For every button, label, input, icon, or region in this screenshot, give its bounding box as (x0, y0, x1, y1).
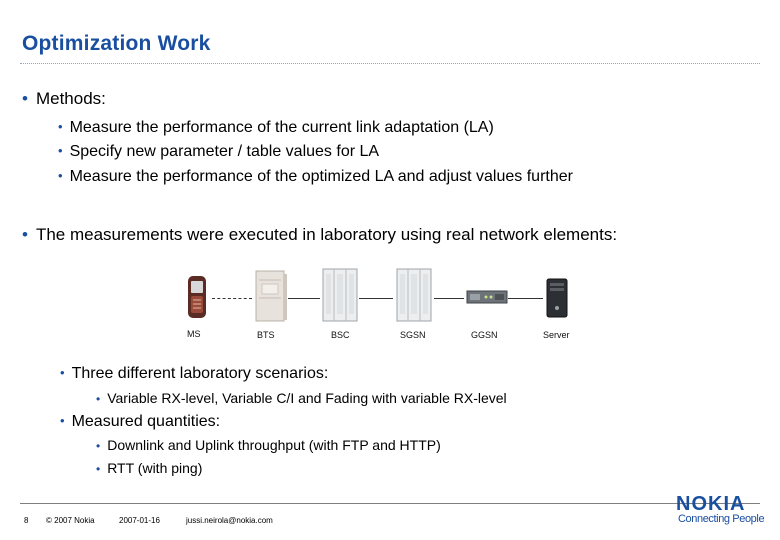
method-item-text: Measure the performance of the current link adaptation (LA) (69, 119, 494, 136)
page-title: Optimization Work (22, 32, 211, 55)
network-label-bsc: BSC (331, 330, 350, 340)
bullet-icon: • (60, 365, 65, 380)
bullet-icon: • (22, 225, 28, 244)
quantity-item-text: RTT (with ping) (107, 460, 203, 476)
link-bts-bsc (288, 298, 320, 299)
mobile-phone-icon (185, 275, 209, 319)
logo-wordmark: NOKIA (676, 493, 746, 515)
bullet-icon: • (96, 439, 101, 453)
scenarios-bullet (60, 365, 328, 383)
bullet-icon: • (58, 119, 63, 134)
radio-link (212, 298, 252, 299)
network-label-bts: BTS (257, 330, 275, 340)
server-tower-icon (544, 278, 570, 318)
method-item-text: Measure the performance of the optimized LA and adjust values further (69, 168, 573, 185)
logo-tagline: Connecting People (678, 513, 765, 525)
method-item (58, 143, 379, 161)
measurements-heading: The measurements were executed in laboratory using real network elements: (35, 225, 618, 244)
nokia-logo (676, 493, 770, 529)
network-label-server: Server (543, 330, 570, 340)
bullet-icon: • (60, 413, 65, 428)
footer-copyright: © 2007 Nokia (46, 516, 95, 525)
method-item-text: Specify new parameter / table values for LA (69, 143, 380, 160)
quantities-heading: Measured quantities: (71, 413, 221, 430)
bsc-rack-icon (322, 268, 358, 322)
quantity-item (96, 437, 441, 453)
link-sgsn-ggsn (434, 298, 464, 299)
scenario-item (96, 390, 507, 406)
link-bsc-sgsn (359, 298, 393, 299)
network-label-ms: MS (187, 329, 201, 339)
bullet-icon: • (22, 89, 28, 108)
footer-divider (20, 503, 760, 504)
ggsn-router-icon (466, 289, 508, 305)
bullet-icon: • (96, 392, 101, 406)
bullet-icon: • (58, 143, 63, 158)
quantity-item (96, 460, 202, 476)
footer-date: 2007-01-16 (119, 516, 160, 525)
method-item (58, 119, 494, 137)
footer-email: jussi.neirola@nokia.com (186, 516, 273, 525)
methods-heading: Methods: (35, 89, 106, 108)
bts-cabinet-icon (254, 270, 288, 322)
scenario-item-text: Variable RX-level, Variable C/I and Fading with variable RX-level (107, 390, 507, 406)
bullet-icon: • (58, 168, 63, 183)
bullet-icon: • (96, 462, 101, 476)
page-number: 8 (24, 516, 29, 525)
method-item (58, 168, 573, 186)
measurements-bullet (22, 225, 617, 245)
methods-bullet (22, 89, 106, 109)
title-divider (20, 63, 760, 64)
network-label-ggsn: GGSN (471, 330, 498, 340)
quantity-item-text: Downlink and Uplink throughput (with FTP and HTTP) (107, 437, 441, 453)
sgsn-rack-icon (396, 268, 432, 322)
quantities-bullet (60, 413, 220, 431)
network-label-sgsn: SGSN (400, 330, 426, 340)
scenarios-heading: Three different laboratory scenarios: (71, 365, 329, 382)
link-ggsn-server (508, 298, 543, 299)
